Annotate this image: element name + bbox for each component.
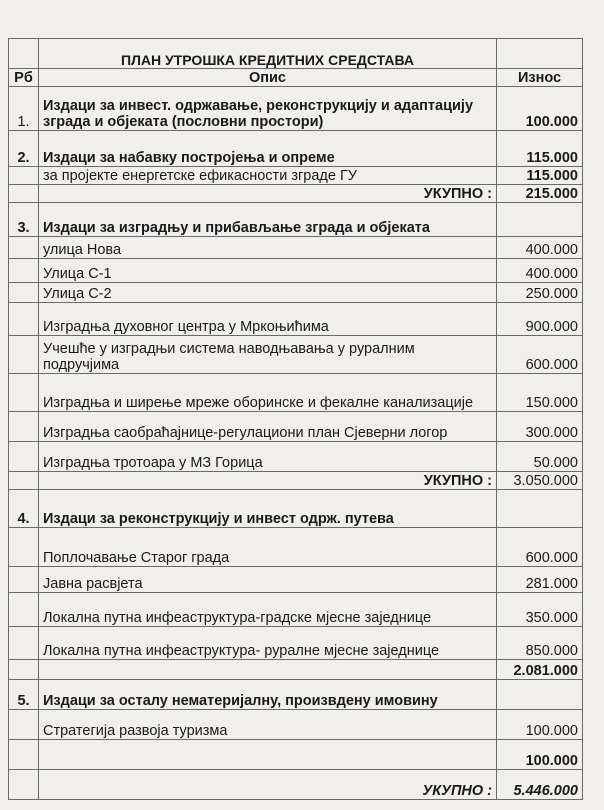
total-amount: 3.050.000 — [497, 472, 583, 490]
table-row — [9, 593, 583, 627]
item-amount: 400.000 — [497, 259, 583, 283]
section-total-row — [9, 660, 583, 680]
title-row — [9, 39, 583, 69]
item-amount: 350.000 — [497, 593, 583, 627]
table-row — [9, 442, 583, 472]
section-5-row — [9, 680, 583, 710]
grand-total-row — [9, 770, 583, 800]
document-title: ПЛАН УТРОШКА КРЕДИТНИХ СРЕДСТАВА — [39, 39, 497, 69]
item-amount: 900.000 — [497, 303, 583, 336]
total-amount: 2.081.000 — [497, 660, 583, 680]
item-amount: 850.000 — [497, 627, 583, 660]
table-row — [9, 528, 583, 567]
table-row — [9, 167, 583, 185]
section-number: 5. — [9, 680, 39, 710]
grand-total-amount: 5.446.000 — [497, 770, 583, 800]
section-heading: Издаци за набавку постројења и опреме — [39, 131, 497, 167]
table-row — [9, 336, 583, 374]
section-1-row — [9, 87, 583, 131]
item-amount: 281.000 — [497, 567, 583, 593]
section-heading: Издаци за инвест. одржавање, реконструкцију и адаптацију зграда и објеката (пословни простори) — [39, 87, 497, 131]
section-number: 2. — [9, 131, 39, 167]
item-label: Јавна расвјета — [39, 567, 497, 593]
section-heading: Издаци за реконструкцију и инвест одрж. путева — [39, 490, 497, 528]
section-number: 3. — [9, 203, 39, 237]
column-header-iznos: Износ — [497, 69, 583, 87]
total-amount: 100.000 — [497, 740, 583, 770]
item-amount: 115.000 — [497, 167, 583, 185]
table-row — [9, 412, 583, 442]
section-total-row — [9, 740, 583, 770]
table-row — [9, 710, 583, 740]
item-label: Поплочавање Старог града — [39, 528, 497, 567]
section-number: 4. — [9, 490, 39, 528]
table-row — [9, 259, 583, 283]
table-row — [9, 283, 583, 303]
section-4-row — [9, 490, 583, 528]
table-row — [9, 374, 583, 412]
table-row — [9, 627, 583, 660]
budget-table — [8, 38, 583, 800]
item-label: Изградња и ширење мреже оборинске и фекалне канализације — [39, 374, 497, 412]
section-3-row — [9, 203, 583, 237]
item-amount: 100.000 — [497, 710, 583, 740]
item-label: Изградња духовног центра у Мркоњићима — [39, 303, 497, 336]
section-total-row — [9, 185, 583, 203]
column-header-rb: Рб — [9, 69, 39, 87]
item-label: Изградња тротоара у МЗ Горица — [39, 442, 497, 472]
item-amount: 150.000 — [497, 374, 583, 412]
total-label: УКУПНО : — [39, 472, 497, 490]
item-label: Учешће у изградњи система наводњавања у руралним подручјима — [39, 336, 497, 374]
header-row — [9, 69, 583, 87]
item-label: Улица С-2 — [39, 283, 497, 303]
item-amount: 50.000 — [497, 442, 583, 472]
item-label: Локална путна инфеаструктура-градске мјесне заједнице — [39, 593, 497, 627]
total-label: УКУПНО : — [39, 185, 497, 203]
item-label: за пројекте енергетске ефикасности зграде ГУ — [39, 167, 497, 185]
column-header-opis: Опис — [39, 69, 497, 87]
section-amount: 115.000 — [497, 131, 583, 167]
section-heading: Издаци за изградњу и прибављање зграда и објеката — [39, 203, 497, 237]
table-row — [9, 303, 583, 336]
table-row — [9, 567, 583, 593]
item-label: улица Нова — [39, 237, 497, 259]
table-row — [9, 237, 583, 259]
grand-total-label: УКУПНО : — [39, 770, 497, 800]
item-amount: 250.000 — [497, 283, 583, 303]
section-2-row — [9, 131, 583, 167]
section-amount: 100.000 — [497, 87, 583, 131]
item-amount: 600.000 — [497, 336, 583, 374]
item-label: Улица С-1 — [39, 259, 497, 283]
item-amount: 600.000 — [497, 528, 583, 567]
section-heading: Издаци за осталу нематеријалну, произвдену имовину — [39, 680, 497, 710]
item-amount: 300.000 — [497, 412, 583, 442]
item-amount: 400.000 — [497, 237, 583, 259]
section-number: 1. — [9, 87, 39, 131]
item-label: Изградња саобраћајнице-регулациони план Сјеверни логор — [39, 412, 497, 442]
item-label: Локална путна инфеаструктура- руралне мјесне заједнице — [39, 627, 497, 660]
section-total-row — [9, 472, 583, 490]
total-amount: 215.000 — [497, 185, 583, 203]
item-label: Стратегија развоја туризма — [39, 710, 497, 740]
